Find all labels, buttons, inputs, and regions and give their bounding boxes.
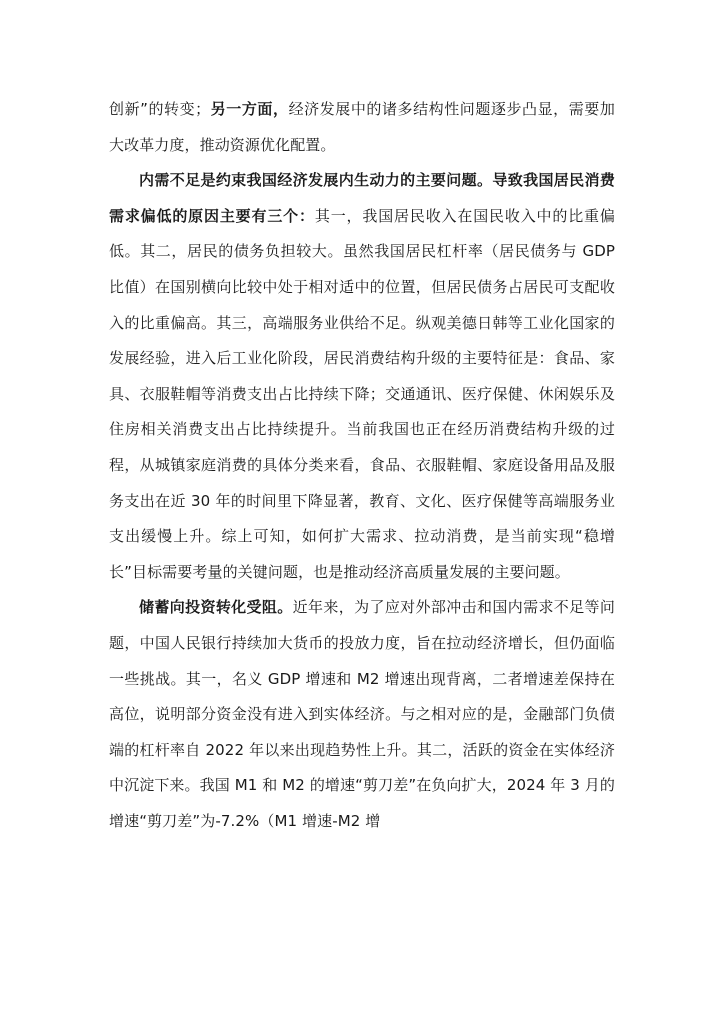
paragraph-1-bold-phrase: 另一方面， [210, 100, 289, 118]
paragraph-2 [109, 163, 615, 590]
document-body [109, 92, 615, 839]
paragraph-3-heading: 储蓄向投资转化受阻。 [139, 598, 293, 617]
paragraph-1 [109, 92, 615, 163]
paragraph-1-text-b: 经济发展中的诸多结构性问题逐步凸显，需要加大改革力度，推动资源优化配置。 [109, 100, 615, 154]
paragraph-3-body: 近年来，为了应对外部冲击和国内需求不足等问题，中国人民银行持续加大货币的投放力度，旨在拉动经济增长，但仍面临一些挑战。其一，名义 GDP 增速和 M2 增速出现背离，二者增速差保持在高位，说明部分资金没有进入到实体经济。与之相对应的是，金融部门负债端的杠杆率自 2022 年以来出现趋势性上升。其二，活跃的资金在实体经济中沉淀下来。我国 M1 和 M2 的增速“剪刀差”在负向扩大，2024 年 3 月的增速“剪刀差”为-7.2%（M1 增速-M2 增 [109, 598, 615, 830]
paragraph-2-body: 其一，我国居民收入在国民收入中的比重偏低。其二，居民的债务负担较大。虽然我国居民杠杆率（居民债务与 GDP 比值）在国别横向比较中处于相对适中的位置，但居民债务占居民可支配收入的比重偏高。其三，高端服务业供给不足。纵观美德日韩等工业化国家的发展经验，进入后工业化阶段，居民消费结构升级的主要特征是：食品、家具、衣服鞋帽等消费支出占比持续下降；交通通讯、医疗保健、休闲娱乐及住房相关消费支出占比持续提升。当前我国也正在经历消费结构升级的过程，从城镇家庭消费的具体分类来看，食品、衣服鞋帽、家庭设备用品及服务支出在近 30 年的时间里下降显著，教育、文化、医疗保健等高端服务业支出缓慢上升。综上可知，如何扩大需求、拉动消费，是当前实现“稳增长”目标需要考量的关键问题，也是推动经济高质量发展的主要问题。 [109, 206, 615, 581]
paragraph-3 [109, 590, 615, 839]
paragraph-2-heading: 内需不足是约束我国经济发展内生动力的主要问题。导致我国居民消费需求偏低的原因主要有三个： [109, 171, 615, 225]
paragraph-1-text-a: 创新”的转变； [109, 100, 211, 118]
